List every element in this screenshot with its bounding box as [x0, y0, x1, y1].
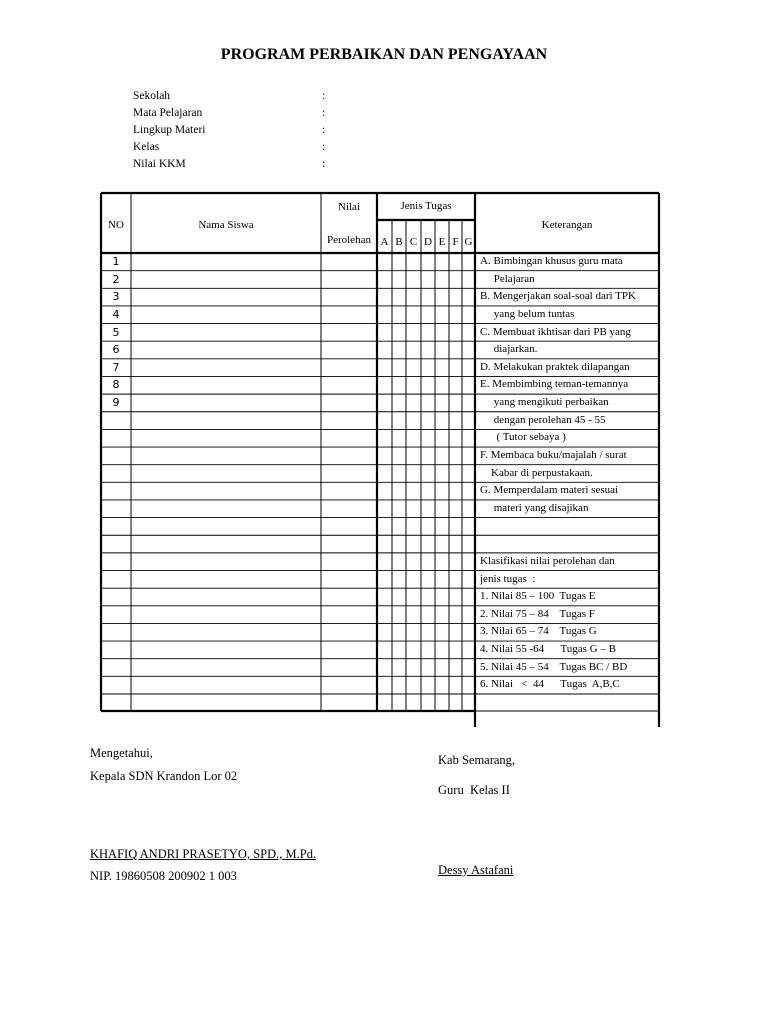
row-number: 2 [112, 272, 120, 286]
headmaster-title: Kepala SDN Krandon Lor 02 [90, 769, 238, 783]
keterangan-line: A. Bimbingan khusus guru mata [480, 255, 623, 267]
row-number: 3 [112, 290, 120, 304]
keterangan-line: 6. Nilai < 44 Tugas A,B,C [480, 678, 620, 691]
row-number: 1 [112, 255, 120, 268]
info-label-nilai-kkm: Nilai KKM [133, 158, 186, 170]
header-no: NO [108, 219, 124, 231]
task-letter-f: F [452, 236, 459, 248]
keterangan-line: 1. Nilai 85 – 100 Tugas E [480, 590, 596, 603]
info-colon: : [322, 107, 326, 119]
header-nilai: Nilai [338, 201, 360, 213]
mengetahui-label: Mengetahui, [90, 746, 153, 760]
keterangan-line: 5. Nilai 45 – 54 Tugas BC / BD [480, 660, 628, 673]
keterangan-line: B. Mengerjakan soal-soal dari TPK [480, 290, 636, 303]
info-label-kelas: Kelas [133, 141, 160, 153]
task-letter-c: C [409, 236, 418, 248]
keterangan-line: materi yang disajikan [480, 501, 589, 514]
row-number: 7 [112, 360, 120, 374]
header-jenis-tugas: Jenis Tugas [400, 200, 452, 212]
info-colon: : [322, 141, 326, 153]
keterangan-line: C. Membuat ikhtisar dari PB yang [480, 325, 631, 338]
keterangan-line: yang mengikuti perbaikan [480, 396, 609, 409]
keterangan-line: diajarkan. [480, 343, 538, 356]
info-label-sekolah: Sekolah [133, 90, 171, 102]
keterangan-line: D. Melakukan praktek dilapangan [480, 360, 630, 373]
task-letter-g: G [464, 236, 473, 248]
row-number: 8 [112, 378, 120, 392]
keterangan-line: Klasifikasi nilai perolehan dan [480, 554, 615, 567]
row-number: 4 [112, 307, 120, 321]
info-colon: : [322, 124, 326, 136]
task-letter-a: A [380, 236, 389, 248]
headmaster-name: KHAFIQ ANDRI PRASETYO, SPD., M.Pd. [90, 847, 317, 861]
keterangan-line: jenis tugas : [480, 572, 536, 585]
keterangan-line: Kabar di perpustakaan. [480, 466, 593, 479]
task-letter-e: E [438, 236, 446, 248]
header-perolehan: Perolehan [327, 234, 371, 246]
keterangan-line: 2. Nilai 75 – 84 Tugas F [480, 607, 595, 620]
keterangan-line: Pelajaran [480, 272, 535, 285]
header-nama-siswa: Nama Siswa [198, 219, 254, 231]
row-number: 6 [112, 343, 120, 357]
keterangan-line: 4. Nilai 55 -64 Tugas G – B [480, 643, 616, 656]
task-letter-b: B [395, 236, 403, 248]
keterangan-line: dengan perolehan 45 - 55 [480, 413, 606, 426]
place-label: Kab Semarang, [438, 753, 516, 767]
task-letter-d: D [424, 236, 432, 248]
keterangan-line: yang belum tuntas [480, 307, 575, 320]
keterangan-line: G. Memperdalam materi sesuai [480, 484, 619, 497]
keterangan-line: E. Membimbing teman-temannya [480, 378, 629, 391]
info-colon: : [322, 90, 326, 102]
info-colon: : [322, 158, 326, 170]
teacher-name: Dessy Astafani [438, 863, 514, 877]
teacher-title: Guru Kelas II [438, 783, 510, 797]
document-title: PROGRAM PERBAIKAN DAN PENGAYAAN [220, 46, 548, 63]
row-number: 5 [112, 325, 120, 339]
keterangan-line: ( Tutor sebaya ) [480, 431, 566, 444]
headmaster-nip: NIP. 19860508 200902 1 003 [90, 869, 237, 883]
header-keterangan: Keterangan [541, 219, 593, 231]
info-label-mata-pelajaran: Mata Pelajaran [133, 107, 203, 119]
row-number: 9 [112, 396, 120, 410]
keterangan-line: F. Membaca buku/majalah / surat [480, 449, 627, 462]
keterangan-line: 3. Nilai 65 – 74 Tugas G [480, 625, 597, 638]
info-label-lingkup-materi: Lingkup Materi [133, 124, 206, 136]
